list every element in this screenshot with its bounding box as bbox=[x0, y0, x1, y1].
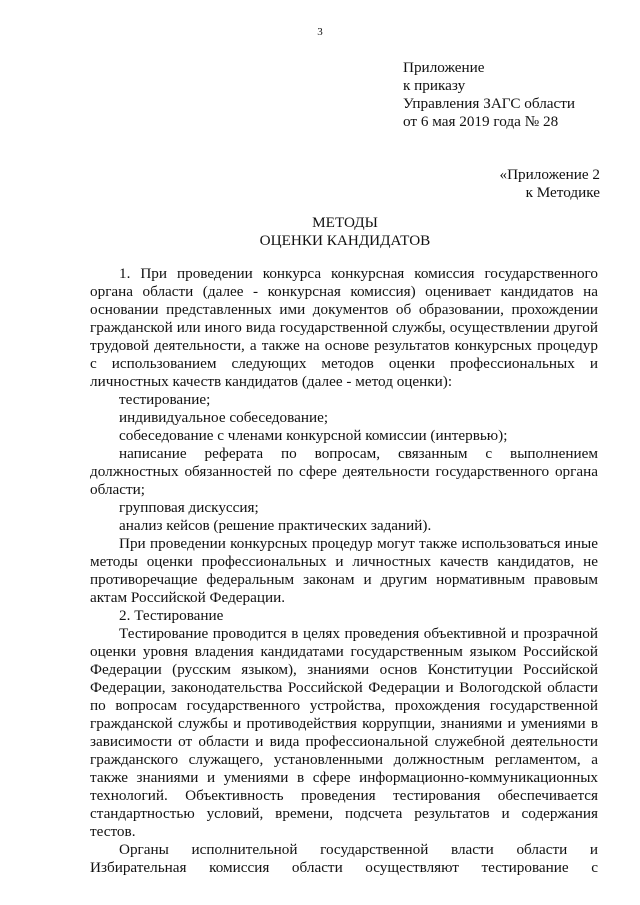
appendix-line: Управления ЗАГС области bbox=[403, 95, 576, 112]
appendix-reference bbox=[403, 59, 575, 131]
appendix-2-reference bbox=[500, 166, 601, 202]
paragraph: При проведении конкурсных процедур могут также использоваться иные методы оценки профессиональных и личностных качеств кандидатов, не противоречащие федеральным законам и другим нормативным правовым актам Российской Федерации. bbox=[90, 535, 598, 606]
paragraph: Тестирование проводится в целях проведения объективной и прозрачной оценки уровня владения кандидатами государственным языком Российской Федерации (русским языком), знаниями основ Конституции Российской Федерации, законодательства Российской Федерации и Вологодской области по вопросам государственного устройства, прохождения государственной гражданской службы и противодействия коррупции, знаниями и умениями в зависимости от области и вида профессиональной служебной деятельности гражданского служащего, установленными должностным регламентом, а также знаниями и умениями в сфере информационно-коммуникационных технологий. Объективность проведения тестирования обеспечивается стандартностью условий, времени, подсчета результатов и содержания тестов. bbox=[90, 625, 598, 840]
list-item: написание реферата по вопросам, связанным с выполнением должностных обязанностей по сфере деятельности государственного органа области; bbox=[90, 445, 598, 498]
paragraph: 1. При проведении конкурса конкурсная комиссия государственного органа области (далее - конкурсная комиссия) оценивает кандидатов на основании представленных ими документов об образовании, прохождении гражданской или иного вида государственной службы, осуществлении другой трудовой деятельности, а также на основе результатов конкурсных процедур с использованием следующих методов оценки профессиональных и личностных качеств кандидатов (далее - метод оценки): bbox=[90, 265, 598, 390]
section-heading: 2. Тестирование bbox=[119, 607, 224, 624]
list-item: анализ кейсов (решение практических заданий). bbox=[119, 517, 432, 534]
document-body bbox=[90, 265, 598, 877]
appendix-line: Приложение bbox=[403, 59, 485, 76]
appendix-2-line: к Методике bbox=[525, 184, 600, 201]
appendix-line: к приказу bbox=[403, 77, 466, 94]
list-item: собеседование с членами конкурсной комиссии (интервью); bbox=[119, 427, 508, 444]
title-line: ОЦЕНКИ КАНДИДАТОВ bbox=[259, 232, 431, 249]
appendix-date-line: от 6 мая 2019 года № 28 bbox=[403, 113, 559, 130]
document-title bbox=[0, 214, 640, 250]
paragraph: Органы исполнительной государственной власти области и Избирательная комиссия области осуществляют тестирование с bbox=[90, 841, 598, 876]
page-number: 3 bbox=[317, 26, 323, 38]
list-item: групповая дискуссия; bbox=[119, 499, 259, 516]
list-item: индивидуальное собеседование; bbox=[119, 409, 329, 426]
appendix-2-line: «Приложение 2 bbox=[499, 166, 600, 183]
title-line: МЕТОДЫ bbox=[312, 214, 378, 231]
list-item: тестирование; bbox=[119, 391, 211, 408]
